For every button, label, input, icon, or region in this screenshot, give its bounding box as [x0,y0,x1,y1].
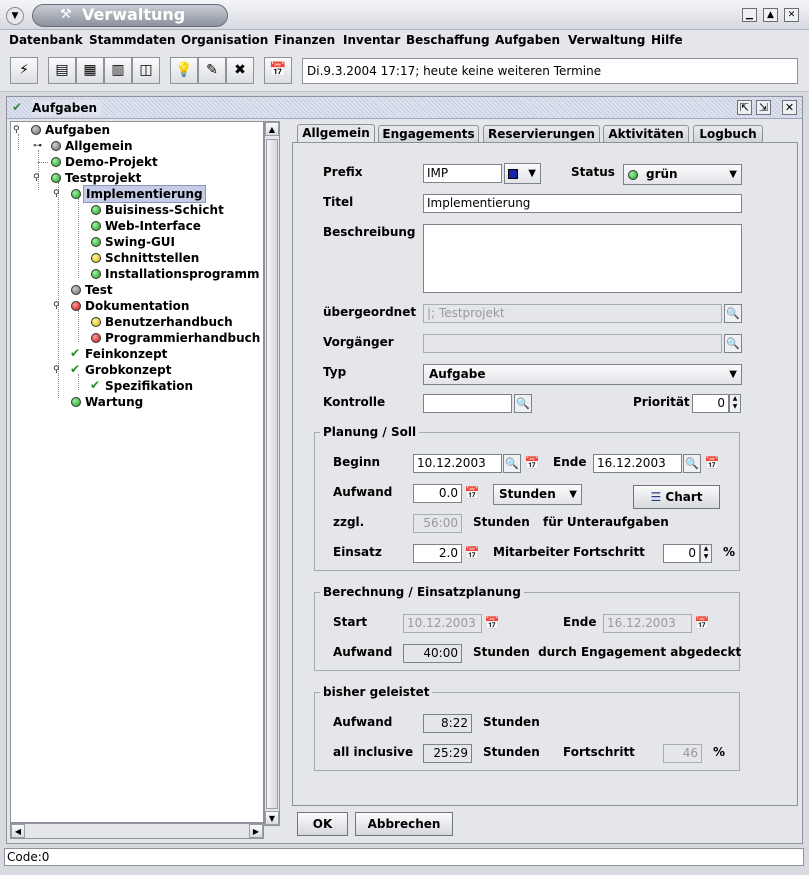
menu-datenbank[interactable]: Datenbank [9,33,83,47]
scroll-right-icon[interactable]: ▶ [249,824,263,838]
lookup-icon[interactable]: 🔍 [514,394,532,413]
scroll-thumb[interactable] [266,139,278,809]
task-tree[interactable] [10,121,264,823]
berechnung-aufwand-text: Stunden durch Engagement abgedeckt [473,645,742,659]
edit-icon[interactable]: ✎ [198,57,226,84]
menu-inventar[interactable]: Inventar [343,33,401,47]
tree-node-wartung[interactable]: Wartung [85,395,144,409]
vorgaenger-field [423,334,722,353]
beschreibung-textarea[interactable] [423,224,742,293]
geleistet-fortschritt-field: 46 [663,744,702,763]
geleistet-aufwand-field: 8:22 [423,714,472,733]
titel-label: Titel [323,195,354,209]
ende-label: Ende [553,455,587,469]
abbrechen-button[interactable]: Abbrechen [355,812,453,836]
kontrolle-input[interactable] [423,394,512,413]
tree-node-implementierung[interactable]: Implementierung [83,185,206,203]
calendar-icon[interactable]: 📅 [264,57,292,84]
split-view-icon[interactable]: ◫ [132,57,160,84]
aufwand-unit-select[interactable] [493,484,582,505]
einsatz-input[interactable]: 2.0 [413,544,462,563]
spinner-icon[interactable]: ▲ ▼ [700,544,712,563]
frame-title: Aufgaben [32,100,101,116]
system-menu-icon[interactable]: ▼ [6,7,24,25]
einsatz-unit: Mitarbeiter [493,545,570,559]
menu-stammdaten[interactable]: Stammdaten [89,33,176,47]
prioritaet-input[interactable]: 0 [692,394,729,413]
maximize-icon[interactable]: ▲ [763,8,778,22]
calc-icon[interactable]: 📅 [464,486,480,500]
chevron-down-icon: ▼ [569,489,577,500]
chevron-down-icon: ▼ [729,169,737,180]
status-yellow-icon [91,253,101,263]
tree-node-benutzerhandbuch[interactable]: Benutzerhandbuch [105,315,233,329]
status-green-icon [91,221,101,231]
prefix-label: Prefix [323,165,363,179]
calc-icon[interactable]: 📅 [464,546,480,560]
done-check-icon: ✔ [70,346,81,360]
color-swatch [508,169,518,179]
status-green-icon [71,189,81,199]
status-yellow-icon [91,317,101,327]
tree-node-installationsprogramm[interactable]: Installationsprogramm [105,267,260,281]
geleistet-aufwand-label: Aufwand [333,715,393,729]
close-icon[interactable]: ✕ [784,8,799,22]
status-red-icon [91,333,101,343]
aufwand-label: Aufwand [333,485,393,499]
calendar-icon[interactable]: 📅 [694,616,710,630]
menu-finanzen[interactable]: Finanzen [274,33,336,47]
beginn-input[interactable]: 10.12.2003 [413,454,502,473]
status-green-icon [51,173,61,183]
scroll-left-icon[interactable]: ◀ [11,824,25,838]
berechnung-ende-field: 16.12.2003 [603,614,692,633]
tree-node-dokumentation[interactable]: Dokumentation [85,299,190,313]
berechnung-title: Berechnung / Einsatzplanung [320,585,524,599]
prefix-input[interactable]: IMP [423,164,502,183]
beschreibung-label: Beschreibung [323,225,416,239]
tree-node-grobkonzept[interactable]: Grobkonzept [85,363,172,377]
ende-input[interactable]: 16.12.2003 [593,454,682,473]
tree-node-allgemein[interactable]: Allgemein [65,139,133,153]
expand-handle-icon[interactable]: ⚲ [13,125,20,135]
zzgl-label: zzgl. [333,515,365,529]
uebergeordnet-label: übergeordnet [323,305,417,319]
menu-organisation[interactable]: Organisation [181,33,269,47]
calendar-icon[interactable]: 📅 [704,456,720,470]
planung-title: Planung / Soll [320,425,419,439]
inclusive-label: all inclusive [333,745,414,759]
berechnung-ende-label: Ende [563,615,597,629]
lookup-icon[interactable]: 🔍 [724,304,742,323]
fortschritt-input[interactable]: 0 [663,544,700,563]
menu-verwaltung[interactable]: Verwaltung [568,33,646,47]
tree-node-programmierhandbuch[interactable]: Programmierhandbuch [105,331,261,345]
tab-aktivitaeten[interactable]: Aktivitäten [603,125,689,143]
status-green-icon [91,269,101,279]
status-green-icon [91,237,101,247]
expand-handle-icon[interactable]: ⚲ [53,365,60,375]
tab-allgemein[interactable]: Allgemein [297,124,375,144]
ok-button[interactable]: OK [297,812,348,836]
tab-engagements[interactable]: Engagements [378,125,479,143]
status-red-icon [71,301,81,311]
lookup-icon[interactable]: 🔍 [503,454,521,473]
lookup-icon[interactable]: 🔍 [683,454,701,473]
tree-node-swing-gui[interactable]: Swing-GUI [105,235,176,249]
typ-select[interactable] [423,364,742,385]
lookup-icon[interactable]: 🔍 [724,334,742,353]
tree-horizontal-scrollbar[interactable] [10,823,264,839]
status-green-icon [71,397,81,407]
tree-node-feinkonzept[interactable]: Feinkonzept [85,347,168,361]
beginn-label: Beginn [333,455,381,469]
menu-aufgaben[interactable]: Aufgaben [495,33,561,47]
status-gray-icon [51,141,61,151]
check-icon: ✔ [12,100,23,114]
undock-icon[interactable]: ⇱ [737,100,752,115]
status-gray-icon [71,285,81,295]
zzgl-field: 56:00 [413,514,462,533]
start-field: 10.12.2003 [403,614,482,633]
done-check-icon: ✔ [70,362,81,376]
expand-handle-icon[interactable]: ⊶ [33,141,42,151]
geleistet-fortschritt-label: Fortschritt [563,745,635,759]
berechnung-aufwand-label: Aufwand [333,645,393,659]
fortschritt-label: Fortschritt [573,545,645,559]
aufwand-input[interactable]: 0.0 [413,484,462,503]
tab-reservierungen[interactable]: Reservierungen [483,125,600,143]
status-green-icon [628,170,638,180]
done-check-icon: ✔ [90,378,101,392]
form-view-icon[interactable]: ▤ [48,57,76,84]
menu-hilfe[interactable]: Hilfe [651,33,683,47]
expand-handle-icon[interactable]: ⚲ [53,189,60,199]
zzgl-unit: Stunden [473,515,530,529]
inclusive-field: 25:29 [423,744,472,763]
status-gray-icon [31,125,41,135]
start-label: Start [333,615,368,629]
tree-view-icon[interactable]: ▥ [104,57,132,84]
uebergeordnet-field: |; Testprojekt [423,304,722,323]
expand-handle-icon[interactable]: ⚲ [53,301,60,311]
geleistet-aufwand-unit: Stunden [483,715,540,729]
berechnung-aufwand-field: 40:00 [403,644,462,663]
status-select-value: grün [646,167,678,181]
frame-title-bar [7,97,802,119]
chevron-down-icon: ▼ [729,369,737,380]
tree-node-web-interface[interactable]: Web-Interface [105,219,201,233]
percent-sign: % [713,745,726,759]
spinner-icon[interactable]: ▲ ▼ [729,394,741,413]
tree-node-test[interactable]: Test [85,283,113,297]
scroll-up-icon[interactable]: ▲ [265,122,279,136]
prioritaet-label: Priorität [633,395,690,409]
status-select[interactable] [623,164,742,185]
tree-node-spezifikation[interactable]: Spezifikation [105,379,194,393]
tree-node-buisiness-schicht[interactable]: Buisiness-Schicht [105,203,224,217]
menu-beschaffung[interactable]: Beschaffung [406,33,490,47]
aufwand-unit-value: Stunden [499,487,556,501]
geleistet-title: bisher geleistet [320,685,432,699]
typ-label: Typ [323,365,347,379]
minimize-icon[interactable]: ▁ [742,8,757,22]
connect-icon[interactable]: ⚡ [10,57,38,84]
tree-node-testprojekt[interactable]: Testprojekt [65,171,142,185]
chevron-down-icon: ▼ [528,168,536,179]
tree-node-schnittstellen[interactable]: Schnittstellen [105,251,200,265]
status-label: Status [571,165,615,179]
float-icon[interactable]: ⇲ [756,100,771,115]
status-green-icon [51,157,61,167]
percent-sign: % [723,545,736,559]
zzgl-suffix: für Unteraufgaben [543,515,669,529]
tree-node-demo-projekt[interactable]: Demo-Projekt [65,155,158,169]
chart-button-label: Chart [665,490,703,504]
vorgaenger-label: Vorgänger [323,335,394,349]
typ-select-value: Aufgabe [429,367,486,381]
einsatz-label: Einsatz [333,545,382,559]
scroll-down-icon[interactable]: ▼ [265,811,279,825]
window-title: Verwaltung [82,5,186,24]
calendar-icon[interactable]: 📅 [524,456,540,470]
calendar-icon[interactable]: 📅 [484,616,500,630]
titel-input[interactable]: Implementierung [423,194,742,213]
status-bar: Code:0 [4,848,804,866]
chart-icon: ☰ [650,490,662,504]
app-icon: ⚒ [60,7,72,22]
color-picker[interactable] [504,163,541,184]
lightbulb-icon[interactable]: 💡 [170,57,198,84]
tree-node-aufgaben[interactable]: Aufgaben [45,123,111,137]
tab-logbuch[interactable]: Logbuch [693,125,763,143]
frame-close-icon[interactable]: ✕ [782,100,797,115]
delete-icon[interactable]: ✖ [226,57,254,84]
expand-handle-icon[interactable]: ⚲ [33,173,40,183]
inclusive-unit: Stunden [483,745,540,759]
chart-button[interactable] [633,485,720,509]
status-green-icon [91,205,101,215]
appointment-status-field: Di.9.3.2004 17:17; heute keine weiteren Termine [302,58,798,84]
table-view-icon[interactable]: ▦ [76,57,104,84]
kontrolle-label: Kontrolle [323,395,386,409]
